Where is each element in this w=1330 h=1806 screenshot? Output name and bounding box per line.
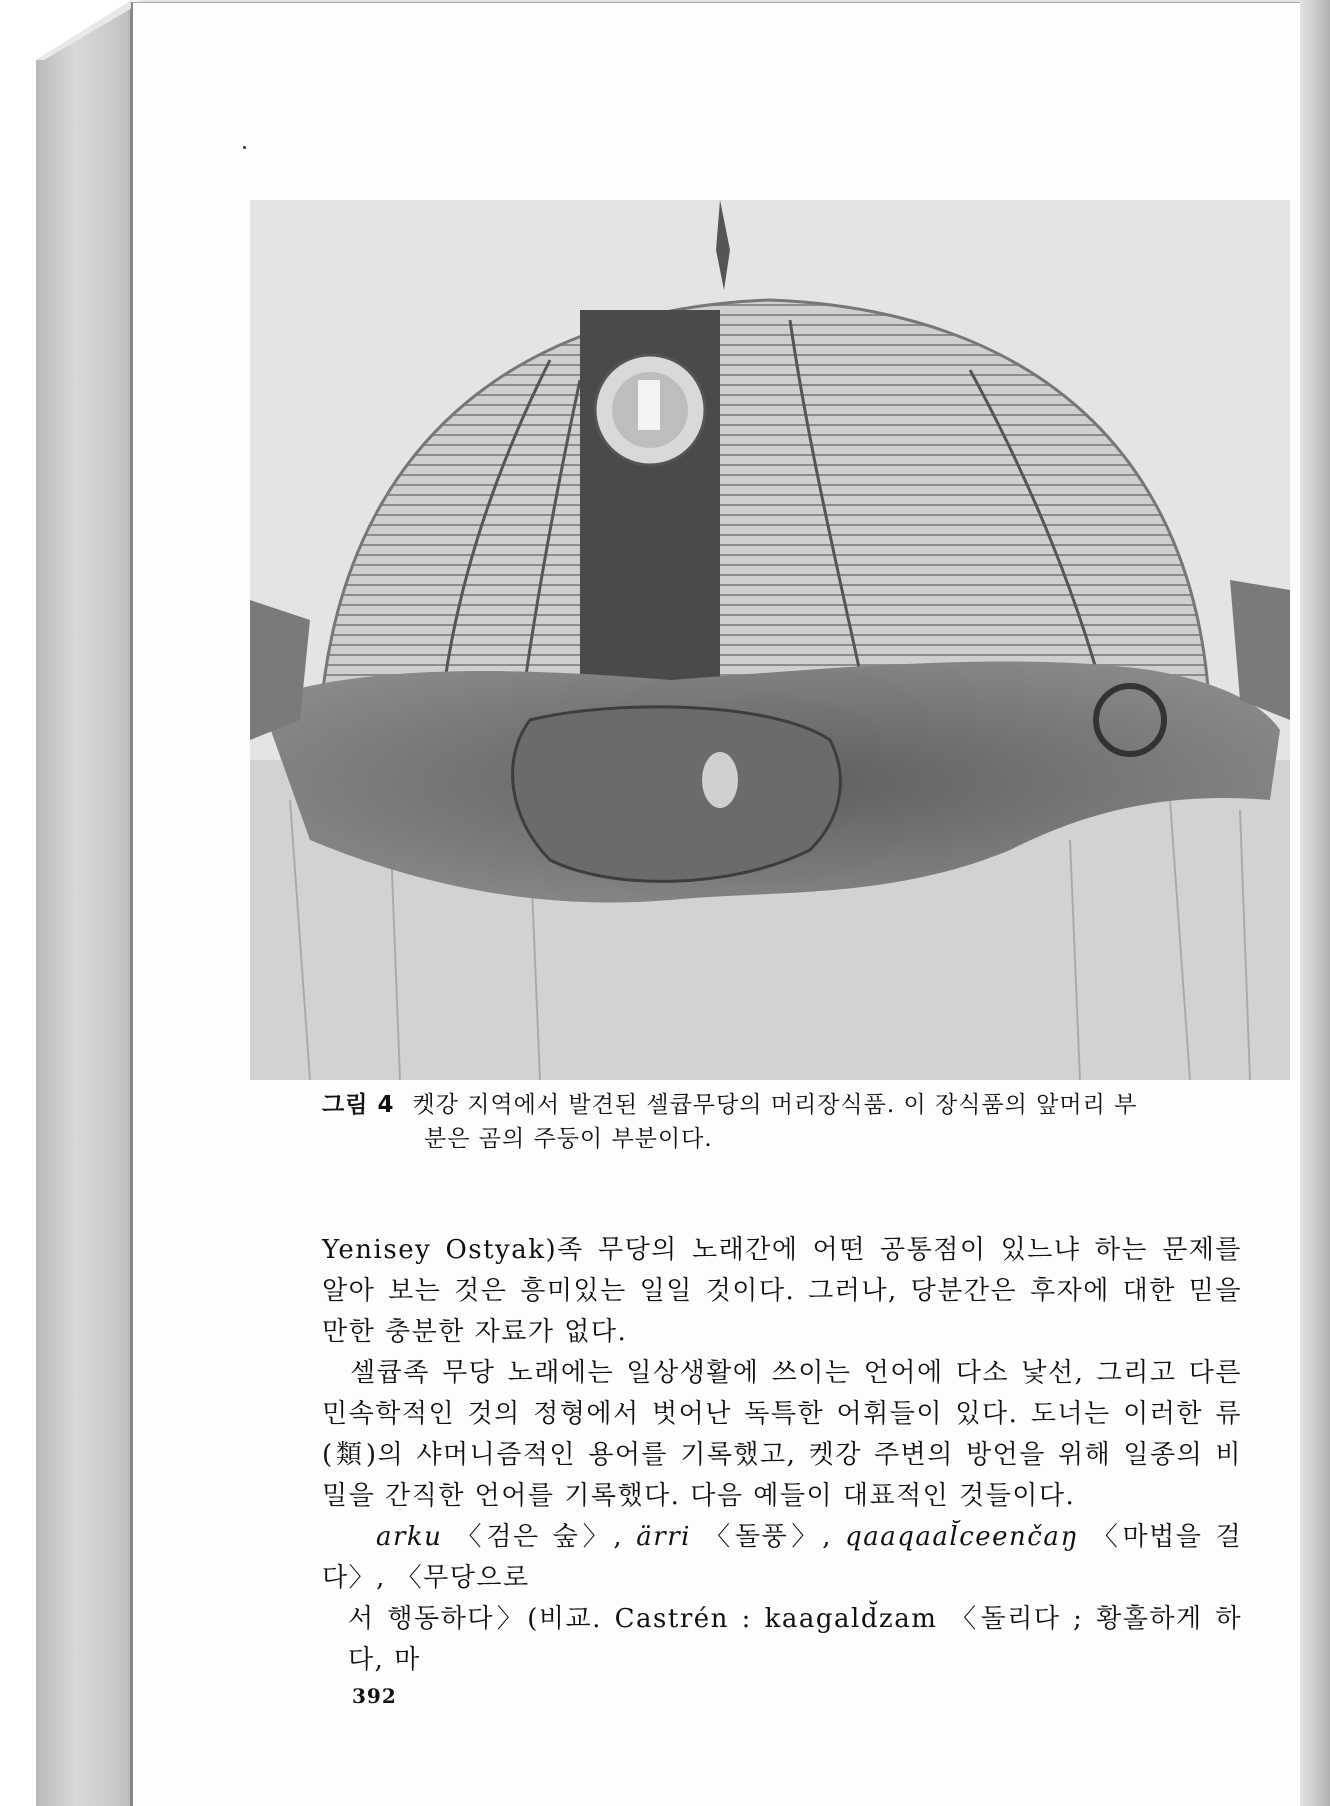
paragraph-3 — [322, 1517, 1242, 1599]
gloss-qaaqaalceencan: 〈마법을 걸다〉, 〈무당으로 — [322, 1522, 1243, 1593]
shaman-headdress-image — [250, 200, 1290, 1080]
caption-line-2: 분은 곰의 주둥이 부분이다. — [424, 1126, 713, 1152]
body-text — [322, 1230, 1242, 1681]
paragraph-1: Yenisey Ostyak)족 무당의 노래간에 어떤 공통점이 있느냐 하는 문제를 알아 보는 것은 흥미있는 일일 것이다. 그러나, 당분간은 후자에 대한 믿을 만한 충분한 자료가 없다. — [322, 1235, 1242, 1347]
speck-mark — [243, 146, 246, 149]
gloss-arri: 〈돌풍〉, — [704, 1522, 833, 1552]
term-arku: arku — [376, 1522, 443, 1552]
page-edge-shadow — [1300, 0, 1330, 1806]
gloss-arku: 〈검은 숲〉, — [455, 1522, 624, 1552]
page-number: 392 — [352, 1684, 397, 1708]
paragraph-2: 셀큡족 무당 노래에는 일상생활에 쓰이는 언어에 다소 낯선, 그리고 다른 민속학적인 것의 정형에서 벗어난 독특한 어휘들이 있다. 도너는 이러한 류(類)의 샤머니즘적인 용어를 기록했고, 켓강 주변의 방언을 위해 일종의 비밀을 간직한 언어를 기록했다. 다음 예들이 대표적인 것들이다. — [322, 1358, 1242, 1511]
paragraph-3-line-2: 서 행동하다〉(비교. Castrén : kaagald̆zam 〈돌리다 ; 황홀하게 하다, 마 — [348, 1604, 1242, 1675]
figure-caption — [322, 1088, 1252, 1156]
figure-label: 그림 4 — [322, 1092, 395, 1118]
caption-line-1: 켓강 지역에서 발견된 셀큡무당의 머리장식품. 이 장식품의 앞머리 부 — [412, 1092, 1138, 1118]
term-arri: ärri — [636, 1522, 691, 1552]
term-qaaqaalceencan: qaaqaal̆ceenčaŋ — [845, 1522, 1079, 1552]
figure-photo — [250, 200, 1290, 1080]
book-spine — [36, 0, 132, 1806]
